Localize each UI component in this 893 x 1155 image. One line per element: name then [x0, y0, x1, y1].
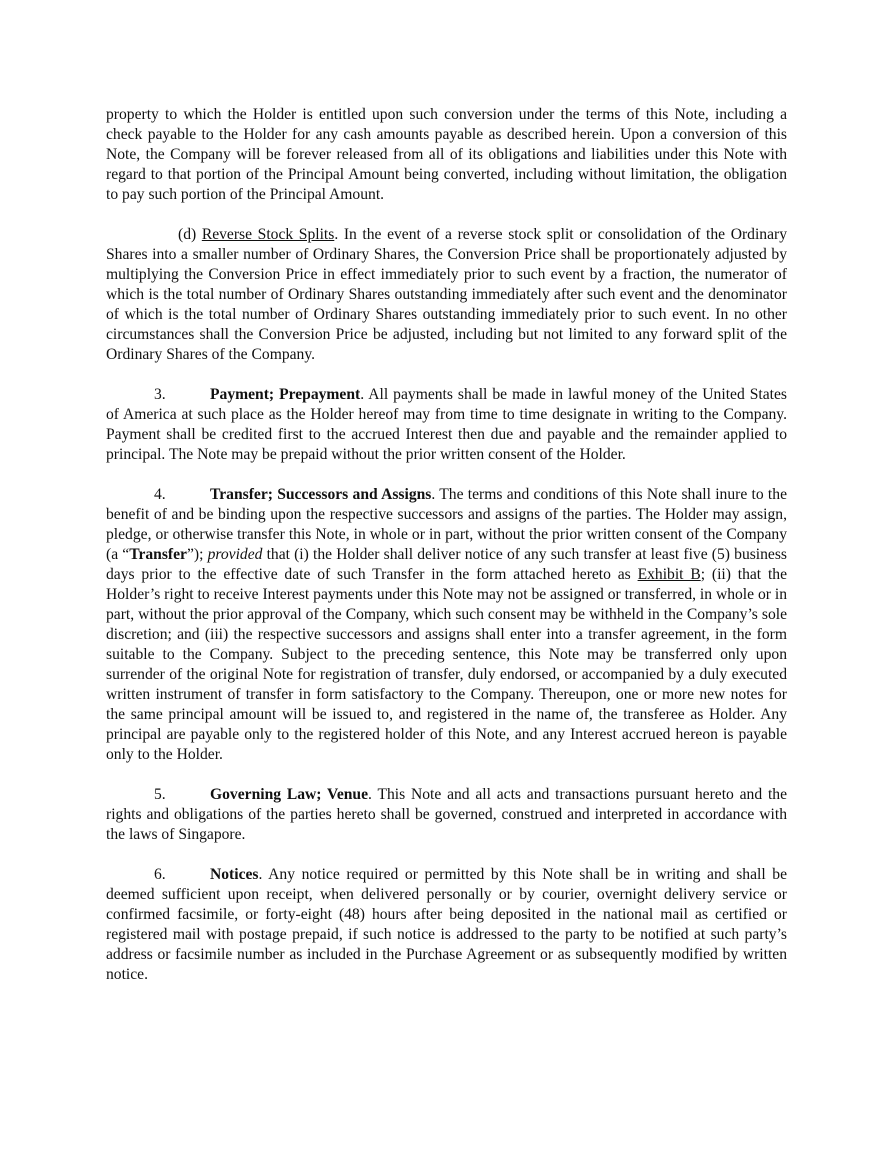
paragraph-text: property to which the Holder is entitled upon such conversion under the terms of this Note, including a check payable to the Holder for any cash amounts payable as described herein. Upon a conversion of this Note, the Company will be forever released from all of its obligations and liabilities under this Note with regard to that portion of the Principal Amount being converted, including without limitation, the obligation to pay such portion of the Principal Amount.	[106, 106, 787, 203]
section-number: 6.	[154, 866, 166, 883]
provided-term: provided	[207, 546, 263, 563]
paragraph-text: . Any notice required or permitted by this Note shall be in writing and shall be deemed sufficient upon receipt, when delivered personally or by courier, overnight delivery service or confirmed facsimile, or forty-eight (48) hours after being deposited in the national mail as certified or registered mail with postage prepaid, if such notice is addressed to the party to be notified at such party’s address or facsimile number as included in the Purchase Agreement or as subsequently modified by written notice.	[106, 866, 787, 983]
paragraph-text: that (i) the Holder shall deliver notice of any such transfer at least five (5) business days prior to the effective date of such Transfer in the form attached hereto as	[106, 546, 787, 583]
paragraph-text: . This Note and all acts and transactions pursuant hereto and the rights and obligations of the parties hereto shall be governed, construed and interpreted in accordance with the laws of Singapore.	[106, 786, 787, 843]
paragraph-text: . In the event of a reverse stock split or consolidation of the Ordinary Shares into a smaller number of Ordinary Shares, the Conversion Price shall be proportionately adjusted by multiplying the Conversion Price in effect immediately prior to such event by a fraction, the numerator of which is the total number of Ordinary Shares outstanding immediately after such event and the denominator of which is the total number of Ordinary Shares outstanding immediately prior to such event. In no other circumstances shall the Conversion Price be adjusted, including but not limited to any forward split of the Ordinary Shares of the Company.	[106, 226, 788, 363]
section-heading: Transfer; Successors and Assigns	[210, 486, 432, 503]
paragraph-text: . The terms and conditions of this Note shall inure to the benefit of and be binding upon the respective successors and assigns of the parties. The Holder may assign, pledge, or otherwise transfer this Note, in whole or in part, without the prior written consent of the Company (a “	[106, 486, 787, 563]
paragraph-conversion-continued	[106, 105, 787, 205]
section-heading: Notices	[210, 866, 259, 883]
paragraph-reverse-stock-splits	[106, 225, 787, 365]
defined-term: Transfer	[129, 546, 187, 563]
section-number: 4.	[154, 486, 166, 503]
section-payment-prepayment	[106, 385, 787, 465]
section-notices	[106, 865, 787, 985]
paragraph-text: . All payments shall be made in lawful money of the United States of America at such place as the Holder hereof may from time to time designate in writing to the Company. Payment shall be credited first to the accrued Interest then due and payable and the remainder applied to principal. The Note may be prepaid without the prior written consent of the Holder.	[106, 386, 787, 463]
exhibit-reference: Exhibit B	[637, 566, 701, 583]
paragraph-text: ; (ii) that the Holder’s right to receive Interest payments under this Note may not be assigned or transferred, in whole or in part, without the prior approval of the Company, which such consent may be withheld in the Company’s sole discretion; and (iii) the respective successors and assigns shall enter into a transfer agreement, in the form suitable to the Company. Subject to the preceding sentence, this Note may be transferred only upon surrender of the original Note for registration of transfer, duly endorsed, or accompanied by a duly executed written instrument of transfer in form satisfactory to the Company. Thereupon, one or more new notes for the same principal amount will be issued to, and registered in the name of, the transferee as Holder. Any principal are payable only to the registered holder of this Note, and any Interest accrued hereon is payable only to the Holder.	[106, 566, 788, 763]
subsection-label: (d)	[178, 226, 197, 243]
document-page	[106, 105, 787, 1005]
section-transfer-successors-assigns	[106, 485, 787, 765]
paragraph-text: ”);	[186, 546, 208, 563]
subsection-heading: Reverse Stock Splits	[201, 226, 335, 243]
section-number: 3.	[154, 386, 166, 403]
section-heading: Payment; Prepayment	[210, 386, 361, 403]
section-heading: Governing Law; Venue	[210, 786, 369, 803]
section-governing-law-venue	[106, 785, 787, 845]
section-number: 5.	[154, 786, 166, 803]
